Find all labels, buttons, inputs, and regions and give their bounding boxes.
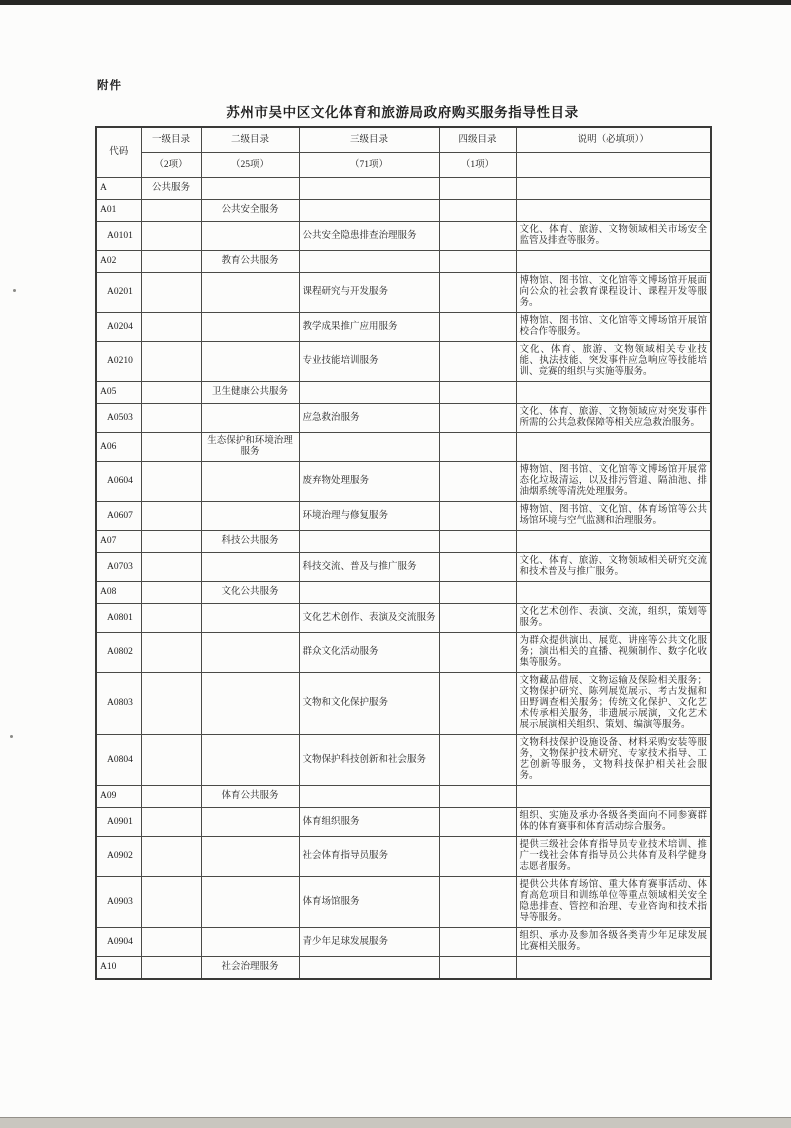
cell-level2 — [201, 673, 299, 735]
cell-level4 — [439, 531, 516, 553]
header-level2: 二级目录 — [201, 127, 299, 153]
cell-note — [516, 382, 711, 404]
header-level4-count: （1项） — [439, 153, 516, 178]
cell-level4 — [439, 462, 516, 502]
cell-level2 — [201, 502, 299, 531]
cell-code: A0902 — [96, 837, 141, 877]
cell-level3 — [299, 531, 439, 553]
cell-level1 — [141, 786, 201, 808]
table-row — [96, 273, 711, 313]
cell-level3: 文化艺术创作、表演及交流服务 — [299, 604, 439, 633]
cell-code: A0604 — [96, 462, 141, 502]
cell-note: 文物科技保护设施设备、材料采购安装等服务，文物保护技术研究、专家技术指导、工艺创新等服务，文物科技保护相关社会服务。 — [516, 735, 711, 786]
cell-level4 — [439, 604, 516, 633]
cell-note — [516, 178, 711, 200]
cell-note: 文化艺术创作、表演、交流，组织，策划等服务。 — [516, 604, 711, 633]
cell-level3: 应急救治服务 — [299, 404, 439, 433]
cell-level2: 生态保护和环境治理服务 — [201, 433, 299, 462]
cell-note: 博物馆、图书馆、文化馆、体育场馆等公共场馆环境与空气监测和治理服务。 — [516, 502, 711, 531]
cell-level3: 科技交流、普及与推广服务 — [299, 553, 439, 582]
cell-level4 — [439, 178, 516, 200]
cell-note — [516, 200, 711, 222]
cell-level2 — [201, 342, 299, 382]
table-row — [96, 200, 711, 222]
cell-level4 — [439, 342, 516, 382]
cell-level2: 公共安全服务 — [201, 200, 299, 222]
cell-level1 — [141, 222, 201, 251]
table-row — [96, 808, 711, 837]
cell-level4 — [439, 382, 516, 404]
header-level1-count: （2项） — [141, 153, 201, 178]
cell-note — [516, 251, 711, 273]
cell-level3: 体育场馆服务 — [299, 877, 439, 928]
cell-code: A01 — [96, 200, 141, 222]
cell-code: A0801 — [96, 604, 141, 633]
cell-code: A06 — [96, 433, 141, 462]
cell-level4 — [439, 633, 516, 673]
cell-level3: 课程研究与开发服务 — [299, 273, 439, 313]
cell-level2: 卫生健康公共服务 — [201, 382, 299, 404]
cell-level1 — [141, 957, 201, 980]
cell-code: A0802 — [96, 633, 141, 673]
cell-code: A0803 — [96, 673, 141, 735]
table-row — [96, 404, 711, 433]
cell-level2: 教育公共服务 — [201, 251, 299, 273]
cell-level3: 专业技能培训服务 — [299, 342, 439, 382]
cell-level1 — [141, 837, 201, 877]
table-body — [96, 178, 711, 980]
cell-code: A07 — [96, 531, 141, 553]
cell-code: A0904 — [96, 928, 141, 957]
cell-level4 — [439, 673, 516, 735]
cell-level4 — [439, 313, 516, 342]
header-note-blank — [516, 153, 711, 178]
scan-speck — [10, 735, 13, 738]
cell-level1 — [141, 382, 201, 404]
cell-level4 — [439, 837, 516, 877]
cell-level4 — [439, 222, 516, 251]
cell-level1 — [141, 877, 201, 928]
cell-level2 — [201, 273, 299, 313]
cell-level1 — [141, 633, 201, 673]
cell-level3 — [299, 178, 439, 200]
table-header — [96, 127, 711, 178]
cell-level1 — [141, 808, 201, 837]
directory-table — [95, 126, 712, 980]
header-note: 说明（必填项）） — [516, 127, 711, 153]
cell-code: A0201 — [96, 273, 141, 313]
cell-note: 博物馆、图书馆、文化馆等文博场馆开展馆校合作等服务。 — [516, 313, 711, 342]
cell-level4 — [439, 502, 516, 531]
scan-edge-top — [0, 0, 791, 5]
table-row — [96, 178, 711, 200]
cell-level2 — [201, 222, 299, 251]
table-row — [96, 382, 711, 404]
cell-level3: 环境治理与修复服务 — [299, 502, 439, 531]
cell-note — [516, 957, 711, 980]
cell-level2 — [201, 604, 299, 633]
cell-level1 — [141, 502, 201, 531]
cell-code: A02 — [96, 251, 141, 273]
cell-note: 博物馆、图书馆、文化馆等文博场馆开展面向公众的社会教育课程设计、课程开发等服务。 — [516, 273, 711, 313]
table-row — [96, 957, 711, 980]
cell-note: 为群众提供演出、展览、讲座等公共文化服务；演出相关的直播、视频制作、数字化收集等服务。 — [516, 633, 711, 673]
cell-code: A0804 — [96, 735, 141, 786]
cell-level2: 文化公共服务 — [201, 582, 299, 604]
cell-level1 — [141, 433, 201, 462]
cell-level4 — [439, 433, 516, 462]
cell-code: A0101 — [96, 222, 141, 251]
header-level2-count: （25项） — [201, 153, 299, 178]
cell-level2: 社会治理服务 — [201, 957, 299, 980]
table-row — [96, 786, 711, 808]
table-row — [96, 553, 711, 582]
table-row — [96, 928, 711, 957]
cell-level2 — [201, 928, 299, 957]
cell-level2 — [201, 313, 299, 342]
cell-level2: 科技公共服务 — [201, 531, 299, 553]
cell-note — [516, 433, 711, 462]
cell-level2: 体育公共服务 — [201, 786, 299, 808]
cell-code: A — [96, 178, 141, 200]
cell-level2 — [201, 462, 299, 502]
cell-note: 提供公共体育场馆、重大体育赛事活动、体育高危项目和训练单位等重点领域相关安全隐患排查、管控和治理、专业咨询和技术指导等服务。 — [516, 877, 711, 928]
attachment-label: 附件 — [97, 80, 122, 92]
cell-level1 — [141, 251, 201, 273]
table-row — [96, 633, 711, 673]
cell-level2 — [201, 735, 299, 786]
scan-edge-bottom — [0, 1117, 791, 1128]
cell-code: A08 — [96, 582, 141, 604]
cell-level3 — [299, 957, 439, 980]
cell-code: A0703 — [96, 553, 141, 582]
cell-level1 — [141, 462, 201, 502]
cell-code: A0607 — [96, 502, 141, 531]
cell-level3: 体育组织服务 — [299, 808, 439, 837]
header-code: 代码 — [96, 127, 141, 178]
cell-level4 — [439, 735, 516, 786]
cell-level1 — [141, 404, 201, 433]
cell-note — [516, 582, 711, 604]
cell-note: 文物藏品借展、文物运输及保险相关服务；文物保护研究、陈列展览展示、考古发掘和田野调查相关服务；传统文化保护、文化艺术传承相关服务，非遗展示展演，文化艺术展示展演相关组织、策划、编演等服务。 — [516, 673, 711, 735]
table-row — [96, 462, 711, 502]
table-row — [96, 313, 711, 342]
cell-level1 — [141, 928, 201, 957]
cell-level2 — [201, 633, 299, 673]
table-row — [96, 502, 711, 531]
cell-level3: 教学成果推广应用服务 — [299, 313, 439, 342]
cell-note: 文化、体育、旅游、文物领域相关市场安全监管及排查等服务。 — [516, 222, 711, 251]
header-level4: 四级目录 — [439, 127, 516, 153]
cell-level4 — [439, 273, 516, 313]
cell-level4 — [439, 404, 516, 433]
cell-level3 — [299, 382, 439, 404]
cell-code: A0210 — [96, 342, 141, 382]
cell-level3: 青少年足球发展服务 — [299, 928, 439, 957]
cell-level4 — [439, 877, 516, 928]
table-row — [96, 582, 711, 604]
cell-level4 — [439, 251, 516, 273]
cell-note: 提供三级社会体育指导员专业技术培训、推广一线社会体育指导员公共体育及科学健身志愿者服务。 — [516, 837, 711, 877]
cell-note: 组织、实施及承办各级各类面向不同参赛群体的体育赛事和体育活动综合服务。 — [516, 808, 711, 837]
cell-level4 — [439, 957, 516, 980]
cell-code: A05 — [96, 382, 141, 404]
cell-level4 — [439, 200, 516, 222]
cell-note — [516, 786, 711, 808]
cell-level2 — [201, 837, 299, 877]
cell-level1 — [141, 735, 201, 786]
cell-level3: 废弃物处理服务 — [299, 462, 439, 502]
cell-level1 — [141, 531, 201, 553]
cell-level3: 群众文化活动服务 — [299, 633, 439, 673]
cell-level4 — [439, 553, 516, 582]
cell-level4 — [439, 582, 516, 604]
cell-level2 — [201, 178, 299, 200]
table-row — [96, 251, 711, 273]
cell-note: 文化、体育、旅游、文物领域相关研究交流和技术普及与推广服务。 — [516, 553, 711, 582]
cell-level1 — [141, 200, 201, 222]
cell-note: 博物馆、图书馆、文化馆等文博场馆开展常态化垃圾清运，以及排污管道、隔油池、排油烟系统等清洗处理服务。 — [516, 462, 711, 502]
cell-level3: 社会体育指导员服务 — [299, 837, 439, 877]
table-row — [96, 531, 711, 553]
cell-level1 — [141, 313, 201, 342]
cell-level2 — [201, 877, 299, 928]
cell-note: 文化、体育、旅游、文物领域相关专业技能、执法技能、突发事件应急响应等技能培训、竞赛的组织与实施等服务。 — [516, 342, 711, 382]
cell-code: A10 — [96, 957, 141, 980]
cell-level1: 公共服务 — [141, 178, 201, 200]
cell-level1 — [141, 342, 201, 382]
cell-code: A0204 — [96, 313, 141, 342]
cell-level2 — [201, 404, 299, 433]
table-row — [96, 222, 711, 251]
cell-code: A09 — [96, 786, 141, 808]
cell-level2 — [201, 553, 299, 582]
table-row — [96, 837, 711, 877]
header-level3-count: （71项） — [299, 153, 439, 178]
header-level3: 三级目录 — [299, 127, 439, 153]
cell-note: 文化、体育、旅游、文物领域应对突发事件所需的公共急救保障等相关应急救治服务。 — [516, 404, 711, 433]
cell-level3: 公共安全隐患排查治理服务 — [299, 222, 439, 251]
page-title: 苏州市吴中区文化体育和旅游局政府购买服务指导性目录 — [226, 105, 579, 120]
cell-level3 — [299, 786, 439, 808]
cell-level2 — [201, 808, 299, 837]
table-row — [96, 735, 711, 786]
header-level1: 一级目录 — [141, 127, 201, 153]
cell-level3: 文物和文化保护服务 — [299, 673, 439, 735]
table-row — [96, 433, 711, 462]
cell-level3 — [299, 251, 439, 273]
scan-speck — [13, 289, 16, 292]
cell-note — [516, 531, 711, 553]
cell-code: A0903 — [96, 877, 141, 928]
table-row — [96, 604, 711, 633]
table-row — [96, 342, 711, 382]
cell-code: A0503 — [96, 404, 141, 433]
cell-level1 — [141, 582, 201, 604]
cell-level1 — [141, 553, 201, 582]
cell-level3 — [299, 200, 439, 222]
cell-level1 — [141, 273, 201, 313]
cell-level1 — [141, 604, 201, 633]
cell-level4 — [439, 786, 516, 808]
cell-note: 组织、承办及参加各级各类青少年足球发展比赛相关服务。 — [516, 928, 711, 957]
cell-level1 — [141, 673, 201, 735]
table-row — [96, 877, 711, 928]
cell-level3 — [299, 433, 439, 462]
cell-level4 — [439, 808, 516, 837]
cell-level3: 文物保护科技创新和社会服务 — [299, 735, 439, 786]
cell-level3 — [299, 582, 439, 604]
cell-code: A0901 — [96, 808, 141, 837]
table-row — [96, 673, 711, 735]
cell-level4 — [439, 928, 516, 957]
